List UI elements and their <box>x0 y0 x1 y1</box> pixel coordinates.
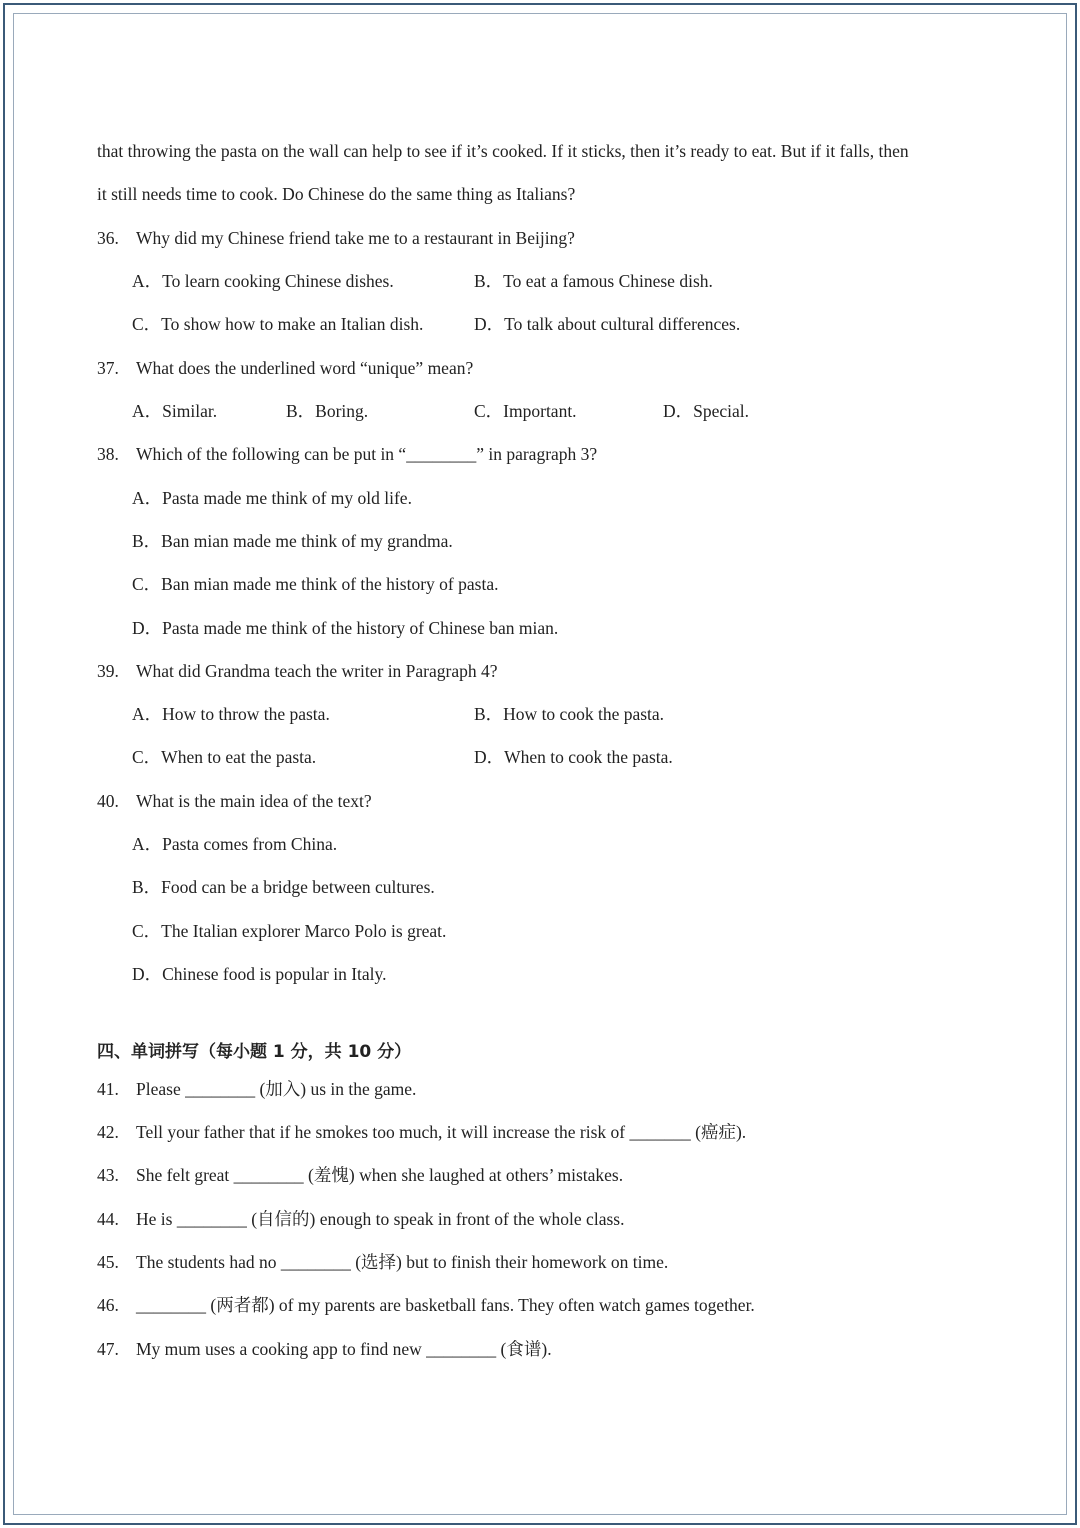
option-36-b: B．To eat a famous Chinese dish. <box>474 271 713 291</box>
question-number: 44. <box>97 1209 119 1229</box>
question-number: 45. <box>97 1252 119 1272</box>
question-text: What did Grandma teach the writer in Paragraph 4? <box>136 661 498 681</box>
question-number: 43. <box>97 1165 119 1185</box>
option-38-b: B．Ban mian made me think of my grandma. <box>132 531 453 551</box>
question-number: 36. <box>97 228 119 248</box>
option-40-c: C．The Italian explorer Marco Polo is great. <box>132 921 447 941</box>
question-36 <box>97 226 575 250</box>
question-38 <box>97 442 597 466</box>
option-38-d: D．Pasta made me think of the history of Chinese ban mian. <box>132 618 559 638</box>
option-39-d: D．When to cook the pasta. <box>474 747 673 767</box>
question-text: Tell your father that if he smokes too much, it will increase the risk of _______ (癌症). <box>136 1122 747 1142</box>
question-text: The students had no ________ (选择) but to finish their homework on time. <box>136 1252 669 1272</box>
spelling-item-42 <box>97 1120 746 1144</box>
spelling-item-44 <box>97 1207 624 1231</box>
option-38-a: A．Pasta made me think of my old life. <box>132 488 412 508</box>
option-37-b: B．Boring. <box>286 401 369 421</box>
question-39 <box>97 659 498 683</box>
spelling-item-47 <box>97 1337 552 1361</box>
question-text: What does the underlined word “unique” mean? <box>136 358 474 378</box>
option-36-c: C．To show how to make an Italian dish. <box>132 314 424 334</box>
option-40-a: A．Pasta comes from China. <box>132 834 338 854</box>
question-number: 37. <box>97 358 119 378</box>
question-number: 38. <box>97 444 119 464</box>
option-40-b: B．Food can be a bridge between cultures. <box>132 877 435 897</box>
passage-line: it still needs time to cook. Do Chinese do the same thing as Italians? <box>97 184 576 204</box>
question-text: He is ________ (自信的) enough to speak in front of the whole class. <box>136 1209 625 1229</box>
spelling-item-43 <box>97 1163 623 1187</box>
question-text: Please ________ (加入) us in the game. <box>136 1079 417 1099</box>
question-number: 47. <box>97 1339 119 1359</box>
option-37-d: D．Special. <box>663 401 750 421</box>
option-39-b: B．How to cook the pasta. <box>474 704 665 724</box>
option-40-d: D．Chinese food is popular in Italy. <box>132 964 387 984</box>
question-text: Why did my Chinese friend take me to a restaurant in Beijing? <box>136 228 575 248</box>
question-number: 40. <box>97 791 119 811</box>
passage-line: that throwing the pasta on the wall can help to see if it’s cooked. If it sticks, then it’s ready to eat. But if it falls, then <box>97 141 909 161</box>
option-36-a: A．To learn cooking Chinese dishes. <box>132 271 394 291</box>
option-37-c: C．Important. <box>474 401 577 421</box>
question-number: 41. <box>97 1079 119 1099</box>
spelling-item-45 <box>97 1250 668 1274</box>
option-39-a: A．How to throw the pasta. <box>132 704 330 724</box>
question-text: What is the main idea of the text? <box>136 791 372 811</box>
option-39-c: C．When to eat the pasta. <box>132 747 317 767</box>
option-37-a: A．Similar. <box>132 401 218 421</box>
question-37 <box>97 356 473 380</box>
question-40 <box>97 789 372 813</box>
question-number: 39. <box>97 661 119 681</box>
option-36-d: D．To talk about cultural differences. <box>474 314 741 334</box>
question-text: My mum uses a cooking app to find new ________ (食谱). <box>136 1339 552 1359</box>
question-text: ________ (两者都) of my parents are basketball fans. They often watch games together. <box>136 1295 755 1315</box>
section-heading: 四、单词拼写（每小题 1 分，共 10 分） <box>97 1042 412 1062</box>
spelling-item-41 <box>97 1077 416 1101</box>
question-text: Which of the following can be put in “________” in paragraph 3? <box>136 444 598 464</box>
spelling-item-46 <box>97 1293 755 1317</box>
option-38-c: C．Ban mian made me think of the history of pasta. <box>132 574 499 594</box>
question-number: 42. <box>97 1122 119 1142</box>
question-text: She felt great ________ (羞愧) when she laughed at others’ mistakes. <box>136 1165 624 1185</box>
question-number: 46. <box>97 1295 119 1315</box>
